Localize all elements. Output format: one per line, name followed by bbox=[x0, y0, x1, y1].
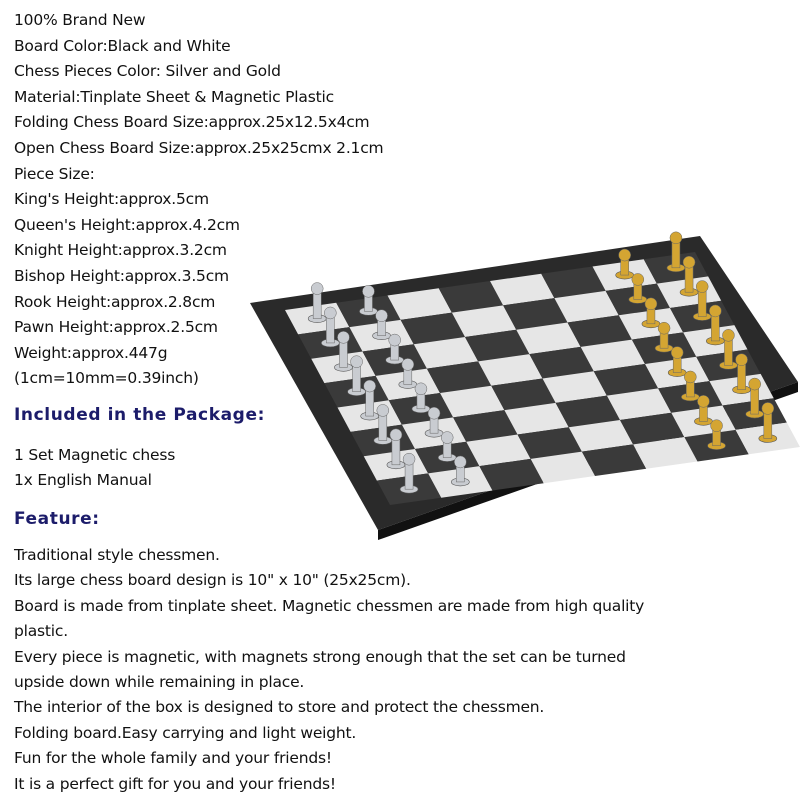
gold-chess-piece-head bbox=[711, 420, 723, 432]
feature-line: It is a perfect gift for you and your friends! bbox=[14, 774, 336, 793]
gold-chess-piece-head bbox=[709, 305, 721, 317]
gold-chess-piece-head bbox=[670, 232, 682, 244]
gold-chess-piece-head bbox=[684, 371, 696, 383]
gold-chess-piece-head bbox=[762, 402, 774, 414]
package-item: 1x English Manual bbox=[14, 471, 152, 489]
spec-line: Board Color:Black and White bbox=[14, 36, 231, 55]
spec-line: King's Height:approx.5cm bbox=[14, 190, 209, 209]
spec-line: (1cm=10mm=0.39inch) bbox=[14, 369, 199, 388]
silver-chess-piece-head bbox=[364, 380, 376, 392]
spec-line: Rook Height:approx.2.8cm bbox=[14, 292, 216, 311]
feature-line: Fun for the whole family and your friends! bbox=[14, 749, 332, 768]
gold-chess-piece-head bbox=[736, 354, 748, 366]
silver-chess-piece-head bbox=[311, 283, 323, 295]
spec-line: Queen's Height:approx.4.2cm bbox=[14, 215, 240, 234]
spec-line: Material:Tinplate Sheet & Magnetic Plastic bbox=[14, 87, 334, 106]
gold-chess-piece-head bbox=[683, 256, 695, 268]
gold-chess-piece-head bbox=[645, 298, 657, 310]
gold-chess-piece-head bbox=[658, 322, 670, 334]
spec-line: Weight:approx.447g bbox=[14, 343, 168, 362]
gold-chess-piece-head bbox=[632, 273, 644, 285]
package-item: 1 Set Magnetic chess bbox=[14, 446, 176, 464]
feature-line: Folding board.Easy carrying and light weight. bbox=[14, 723, 357, 742]
silver-chess-piece-head bbox=[362, 285, 374, 297]
silver-chess-piece-head bbox=[351, 356, 363, 368]
spec-line: 100% Brand New bbox=[14, 11, 146, 29]
gold-chess-piece-head bbox=[671, 347, 683, 359]
spec-line: Chess Pieces Color: Silver and Gold bbox=[14, 62, 281, 81]
spec-line: Bishop Height:approx.3.5cm bbox=[14, 267, 229, 285]
silver-chess-piece-head bbox=[337, 331, 349, 343]
silver-chess-piece-head bbox=[403, 453, 415, 465]
feature-line: The interior of the box is designed to store and protect the chessmen. bbox=[14, 698, 545, 717]
silver-chess-piece-head bbox=[415, 383, 427, 395]
silver-chess-piece-head bbox=[441, 432, 453, 444]
feature-line: upside down while remaining in place. bbox=[14, 673, 305, 691]
gold-chess-piece-head bbox=[722, 329, 734, 341]
silver-chess-piece-head bbox=[324, 307, 336, 319]
feature-line: Every piece is magnetic, with magnets strong enough that the set can be turned bbox=[14, 647, 626, 666]
feature-line: plastic. bbox=[14, 622, 68, 641]
spec-line: Knight Height:approx.3.2cm bbox=[14, 241, 227, 260]
silver-chess-piece-head bbox=[376, 310, 388, 322]
gold-chess-piece-head bbox=[696, 281, 708, 293]
feature-line: Board is made from tinplate sheet. Magnetic chessmen are made from high quality bbox=[14, 596, 645, 615]
gold-chess-piece-head bbox=[749, 378, 761, 390]
silver-chess-piece-head bbox=[402, 358, 414, 370]
package-heading: Included in the Package: bbox=[14, 405, 265, 425]
feature-line: Its large chess board design is 10" x 10" (25x25cm). bbox=[14, 571, 411, 590]
chess-board-photo bbox=[240, 200, 800, 540]
silver-chess-piece-head bbox=[428, 407, 440, 419]
spec-line: Pawn Height:approx.2.5cm bbox=[14, 318, 218, 337]
gold-chess-piece-head bbox=[619, 249, 631, 261]
silver-chess-piece-head bbox=[389, 334, 401, 346]
feature-line: Traditional style chessmen. bbox=[14, 546, 220, 564]
silver-chess-piece-head bbox=[454, 456, 466, 468]
silver-chess-piece-head bbox=[377, 404, 389, 416]
spec-line: Piece Size: bbox=[14, 164, 95, 183]
spec-line: Open Chess Board Size:approx.25x25cmx 2.1cm bbox=[14, 139, 384, 157]
feature-heading: Feature: bbox=[14, 509, 100, 529]
spec-line: Folding Chess Board Size:approx.25x12.5x4cm bbox=[14, 113, 370, 132]
silver-chess-piece-head bbox=[390, 429, 402, 441]
gold-chess-piece-head bbox=[697, 395, 709, 407]
